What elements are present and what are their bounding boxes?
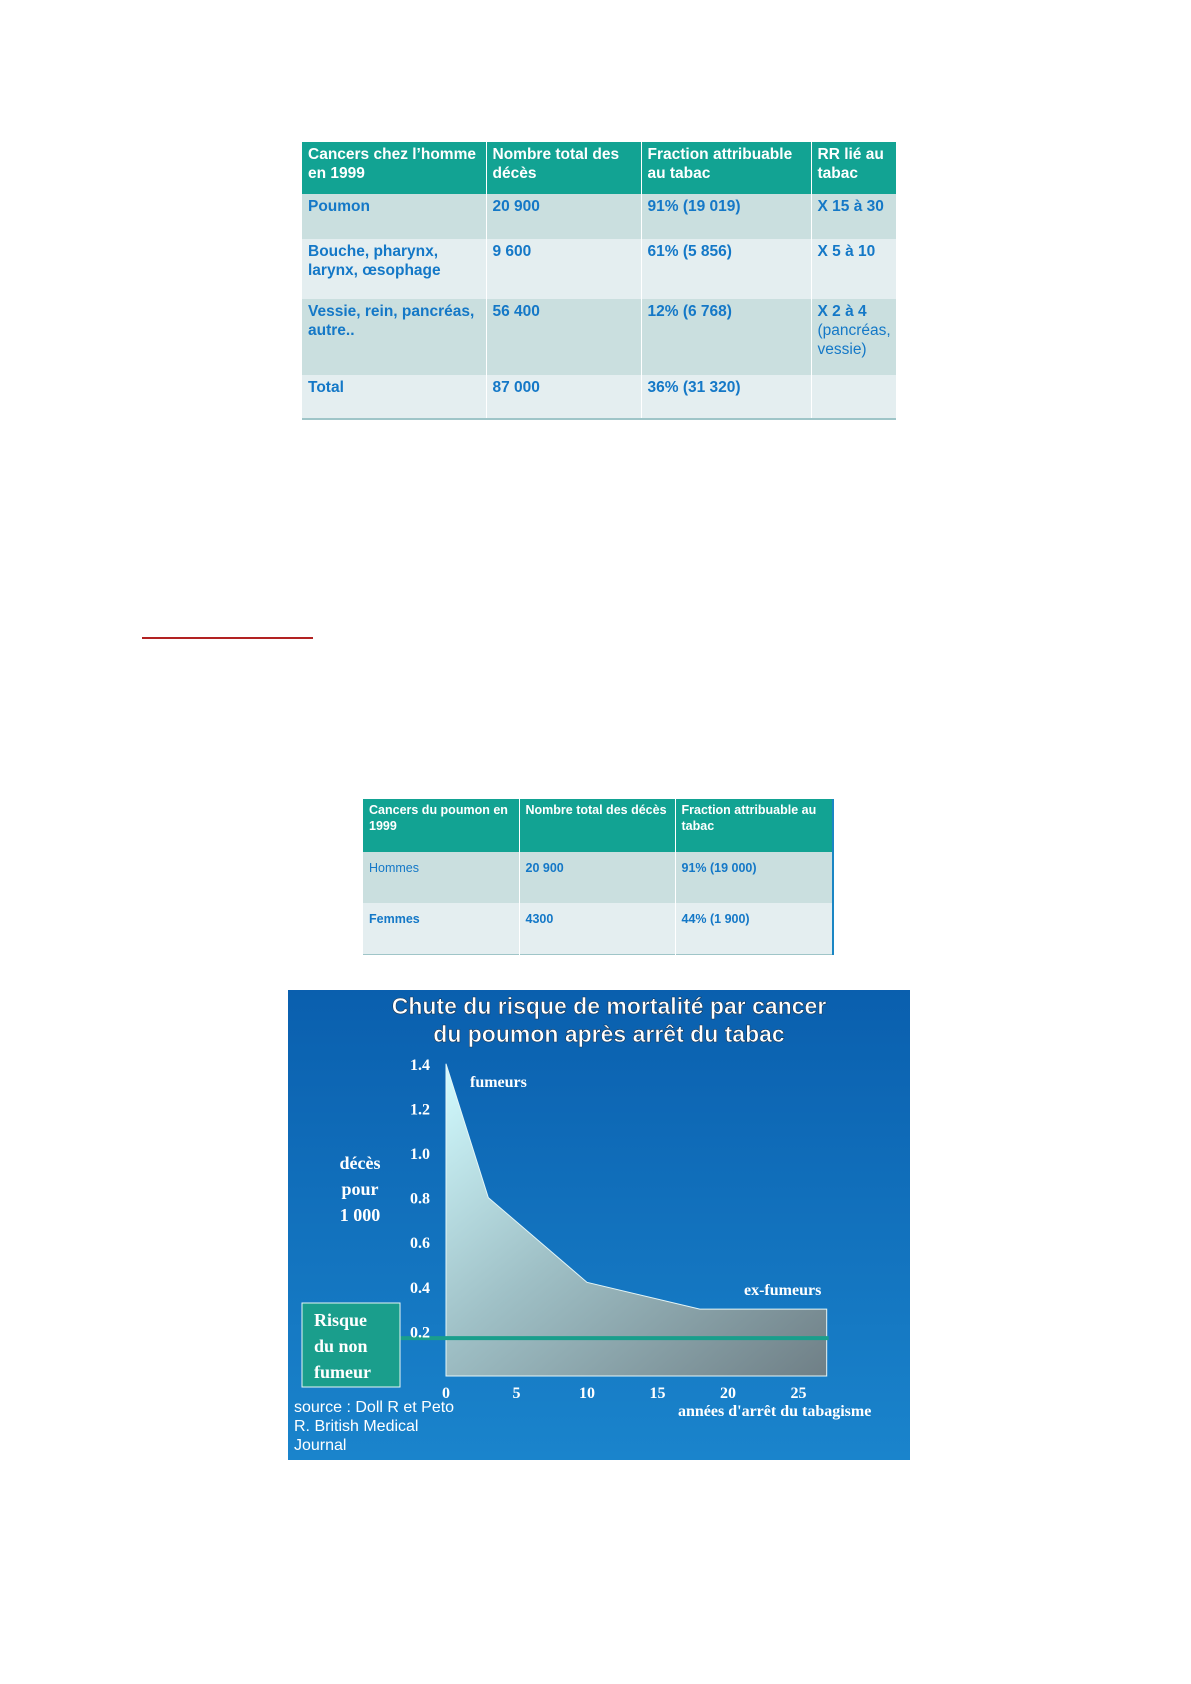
y-tick-label: 1.0 [410, 1146, 430, 1163]
table1-cell: 20 900 [486, 194, 641, 239]
table1-header-deces: Nombre total des décès [486, 142, 641, 194]
chart-source-line3: Journal [294, 1437, 347, 1454]
table2-header-fraction: Fraction attribuable au tabac [675, 799, 833, 852]
cancer-homme-table [302, 142, 896, 420]
table2-cell: 20 900 [519, 852, 675, 903]
table1-rr-note: (pancréas, vessie) [817, 322, 891, 358]
x-tick-label: 20 [720, 1385, 736, 1402]
table2-header-cancer: Cancers du poumon en 1999 [363, 799, 519, 852]
chart-source-line1: source : Doll R et Peto [294, 1399, 455, 1416]
non-smoker-label [314, 1310, 371, 1382]
x-tick-label: 10 [579, 1385, 595, 1402]
mortality-chart [288, 990, 910, 1460]
table1-cell: 87 000 [486, 375, 641, 419]
table-row [302, 194, 896, 239]
table-row [302, 239, 896, 299]
table1-cell: 56 400 [486, 299, 641, 375]
table-row [302, 375, 896, 419]
table1-cell: 61% (5 856) [641, 239, 811, 299]
table2-cell: 4300 [519, 903, 675, 954]
table2-cell: Femmes [363, 903, 519, 954]
y-axis-label-line1: décès [339, 1153, 381, 1173]
red-underline-divider [142, 637, 313, 639]
y-axis-label-line3: 1 000 [339, 1205, 381, 1225]
annotation-ex-smokers: ex-fumeurs [744, 1282, 822, 1299]
table2-cell: 91% (19 000) [675, 852, 833, 903]
x-tick-label: 15 [649, 1385, 666, 1402]
table-row [363, 903, 833, 954]
table2-cell: Hommes [363, 852, 519, 903]
table1-cell [811, 299, 896, 375]
chart-source-line2: R. British Medical [294, 1418, 419, 1435]
table1-header-rr: RR lié au tabac [811, 142, 896, 194]
chart-background [288, 990, 910, 1460]
x-tick-label: 25 [790, 1385, 807, 1402]
table1-cell: 91% (19 019) [641, 194, 811, 239]
table1-cell: X 15 à 30 [811, 194, 896, 239]
table1-cell: Total [302, 375, 486, 419]
x-tick-label: 5 [512, 1385, 521, 1402]
table1-cell: Vessie, rein, pancréas, autre.. [302, 299, 486, 375]
cancer-poumon-table [363, 799, 834, 955]
chart-title-line2: du poumon après arrêt du tabac [433, 1021, 785, 1047]
table1-cell: Poumon [302, 194, 486, 239]
table1-cell: 12% (6 768) [641, 299, 811, 375]
table1-cell: 9 600 [486, 239, 641, 299]
table2-cell: 44% (1 900) [675, 903, 833, 954]
table1-cell: Bouche, pharynx, larynx, œsophage [302, 239, 486, 299]
table1-header-fraction: Fraction attribuable au tabac [641, 142, 811, 194]
non-smoker-label-line3: fumeur [314, 1362, 371, 1382]
x-tick-label: 0 [442, 1385, 450, 1402]
table2-header-deces: Nombre total des décès [519, 799, 675, 852]
y-axis-label-line2: pour [341, 1179, 379, 1199]
table1-cell: X 5 à 10 [811, 239, 896, 299]
non-smoker-label-line1: Risque [314, 1310, 368, 1330]
annotation-smokers: fumeurs [470, 1074, 527, 1091]
non-smoker-label-line2: du non [314, 1336, 368, 1356]
table1-cell [811, 375, 896, 419]
y-tick-label: 0.4 [410, 1279, 430, 1297]
y-tick-label: 0.6 [410, 1235, 430, 1253]
table1-rr-value: X 2 à 4 [817, 303, 867, 320]
table-row [302, 299, 896, 375]
y-tick-label: 0.2 [410, 1324, 430, 1342]
y-axis-label [340, 1153, 381, 1225]
y-tick-label: 1.2 [410, 1101, 430, 1119]
x-axis-label: années d'arrêt du tabagisme [678, 1403, 872, 1420]
table1-header-cancer: Cancers chez l’homme en 1999 [302, 142, 486, 194]
y-tick-label: 1.4 [410, 1056, 430, 1074]
table-row [363, 852, 833, 903]
table1-cell: 36% (31 320) [641, 375, 811, 419]
y-tick-label: 0.8 [410, 1190, 430, 1208]
chart-title-line1: Chute du risque de mortalité par cancer [391, 993, 827, 1019]
